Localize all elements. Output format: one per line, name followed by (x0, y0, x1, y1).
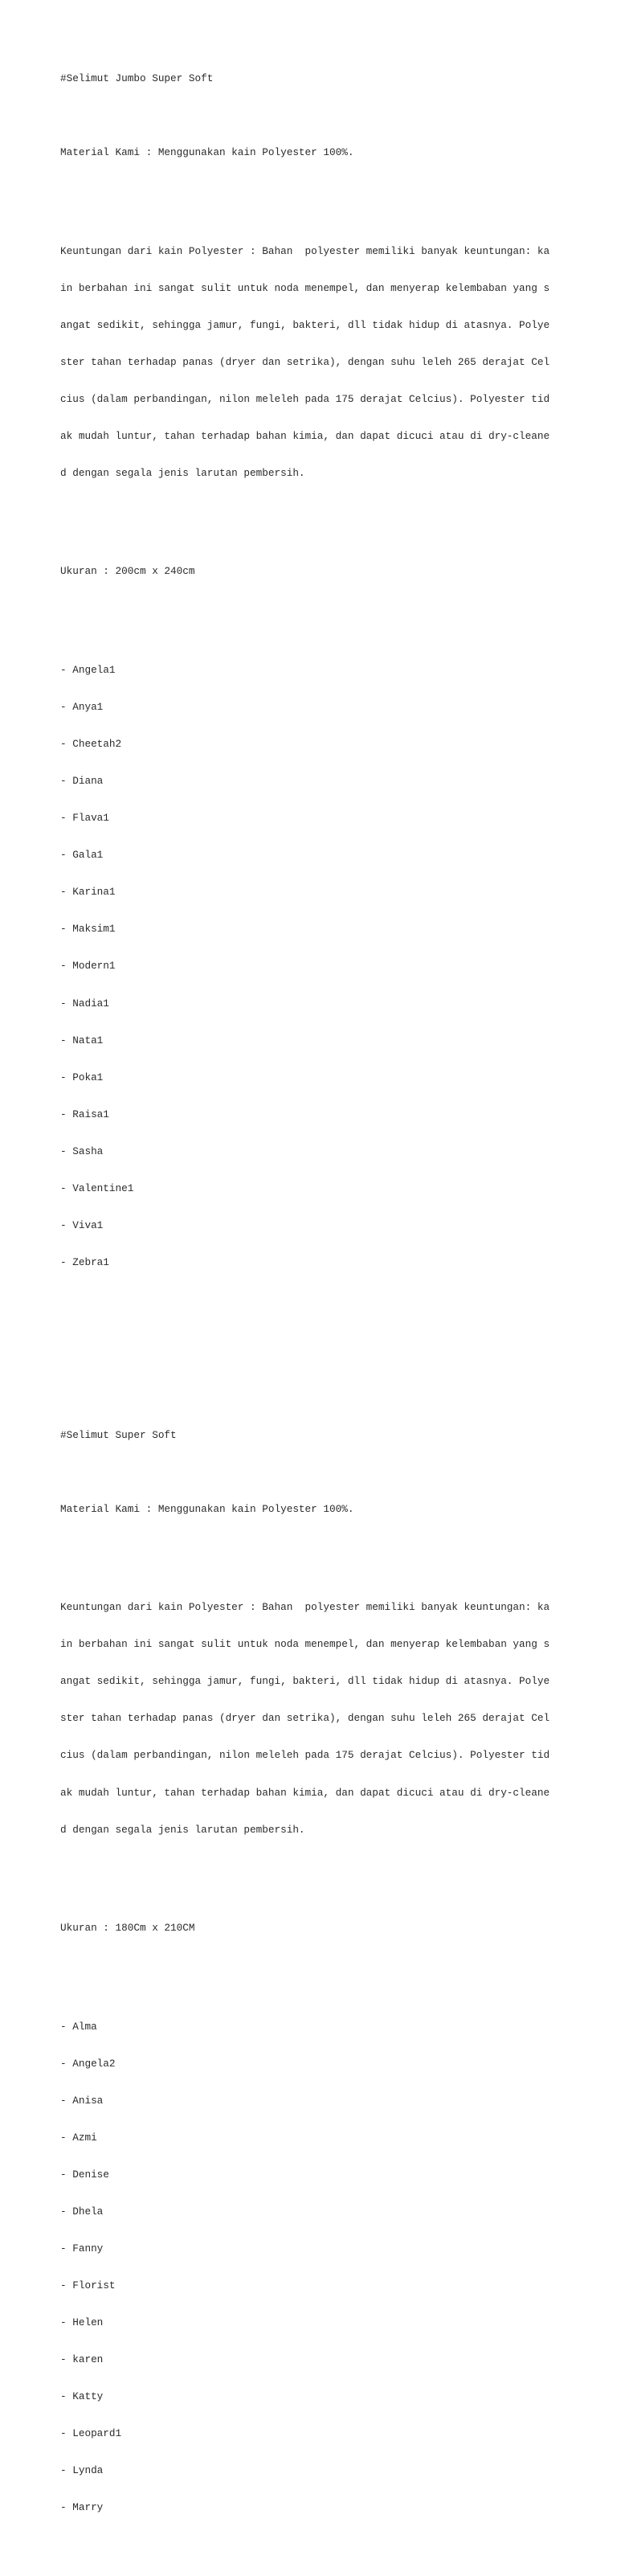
list-item: - Angela1 (60, 664, 116, 677)
list-item: - karen (60, 2353, 104, 2366)
list-item: - Diana (60, 775, 104, 788)
list-item: - Nadia1 (60, 997, 109, 1010)
list-item: - Florist (60, 2279, 116, 2292)
benefits-paragraph (60, 1577, 550, 1861)
list-item: - Sasha (60, 1145, 104, 1157)
list-item: - Modern1 (60, 960, 116, 973)
list-item: - Lynda (60, 2464, 104, 2477)
size-line: Ukuran : 200cm x 240cm (60, 565, 195, 578)
section-heading: #Selimut Jumbo Super Soft (60, 72, 214, 84)
benefits-line: angat sedikit, sehingga jamur, fungi, bakteri, dll tidak hidup di atasnya. Polye (60, 318, 550, 331)
material-line: Material Kami : Menggunakan kain Polyester 100%. (60, 1502, 354, 1515)
benefits-line: cius (dalam perbandingan, nilon meleleh pada 175 derajat Celcius). Polyester tid (60, 1749, 550, 1762)
material-line: Material Kami : Menggunakan kain Polyester 100%. (60, 145, 354, 158)
list-item: - Viva1 (60, 1218, 104, 1231)
list-item: - Zebra1 (60, 1255, 109, 1268)
list-item: - Gala1 (60, 849, 104, 862)
benefits-line: ak mudah luntur, tahan terhadap bahan kimia, dan dapat dicuci atau di dry-cleane (60, 1786, 550, 1799)
list-item: - Leopard1 (60, 2427, 122, 2440)
list-item: - Marry (60, 2501, 104, 2514)
size-line: Ukuran : 180Cm x 210CM (60, 1922, 195, 1935)
list-item: - Karina1 (60, 886, 116, 899)
benefits-line: in berbahan ini sangat sulit untuk noda menempel, dan menyerap kelembaban yang s (60, 281, 550, 294)
section-super-soft (60, 1404, 550, 2563)
benefits-line: in berbahan ini sangat sulit untuk noda menempel, dan menyerap kelembaban yang s (60, 1638, 550, 1651)
benefits-line: d dengan segala jenis larutan pembersih. (60, 466, 305, 479)
benefits-line: ak mudah luntur, tahan terhadap bahan kimia, dan dapat dicuci atau di dry-cleane (60, 429, 550, 442)
benefits-line: angat sedikit, sehingga jamur, fungi, bakteri, dll tidak hidup di atasnya. Polye (60, 1675, 550, 1688)
list-item: - Valentine1 (60, 1182, 134, 1194)
list-item: - Dhela (60, 2205, 104, 2218)
section-jumbo (60, 47, 550, 1354)
benefits-line: Keuntungan dari kain Polyester : Bahan polyester memiliki banyak keuntungan: ka (60, 244, 550, 257)
benefits-line: cius (dalam perbandingan, nilon meleleh pada 175 derajat Celcius). Polyester tid (60, 392, 550, 405)
list-item: - Fanny (60, 2242, 104, 2255)
list-item: - Raisa1 (60, 1108, 109, 1120)
list-item: - Anisa (60, 2095, 104, 2107)
list-item: - Poka1 (60, 1071, 104, 1083)
list-item: - Flava1 (60, 812, 109, 825)
benefits-line: Keuntungan dari kain Polyester : Bahan polyester memiliki banyak keuntungan: ka (60, 1601, 550, 1614)
benefits-line: ster tahan terhadap panas (dryer dan setrika), dengan suhu leleh 265 derajat Cel (60, 1712, 550, 1725)
document-page (60, 10, 550, 2576)
list-item: - Denise (60, 2169, 109, 2181)
list-item: - Cheetah2 (60, 738, 122, 751)
list-item: - Katty (60, 2390, 104, 2403)
list-item: - Maksim1 (60, 923, 116, 936)
list-item: - Nata1 (60, 1034, 104, 1046)
list-item: - Anya1 (60, 701, 104, 714)
list-item: - Azmi (60, 2132, 97, 2144)
benefits-paragraph (60, 220, 550, 504)
section-heading: #Selimut Super Soft (60, 1428, 177, 1441)
list-item: - Alma (60, 2021, 97, 2033)
benefits-line: ster tahan terhadap panas (dryer dan setrika), dengan suhu leleh 265 derajat Cel (60, 355, 550, 368)
list-item: - Angela2 (60, 2058, 116, 2070)
model-list (60, 640, 542, 1293)
model-list (60, 1996, 542, 2538)
list-item: - Helen (60, 2316, 104, 2329)
benefits-line: d dengan segala jenis larutan pembersih. (60, 1823, 305, 1836)
